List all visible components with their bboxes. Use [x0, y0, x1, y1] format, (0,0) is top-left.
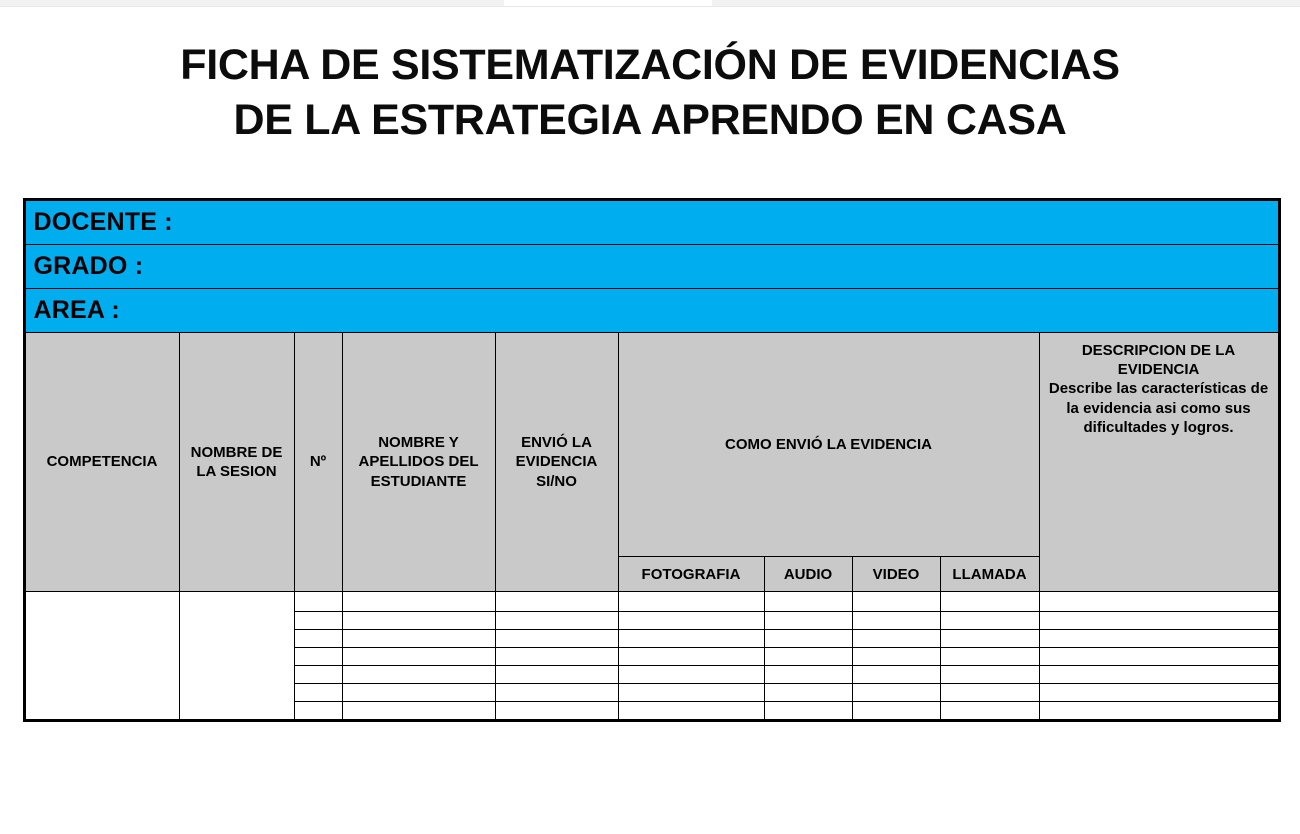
ficha-table: [23, 198, 1281, 722]
cell-envio-evidencia[interactable]: [495, 684, 618, 702]
cell-audio[interactable]: [764, 630, 852, 648]
column-subheader-llamada: LLAMADA: [940, 557, 1039, 592]
cell-fotografia[interactable]: [618, 592, 764, 612]
cell-envio-evidencia[interactable]: [495, 702, 618, 721]
page-title-line-2: DE LA ESTRATEGIA APRENDO EN CASA: [233, 96, 1067, 145]
table-row: [24, 592, 1279, 612]
cell-nombre-estudiante[interactable]: [342, 684, 495, 702]
cell-envio-evidencia[interactable]: [495, 648, 618, 666]
grado-label: GRADO :: [33, 252, 144, 281]
cell-audio[interactable]: [764, 702, 852, 721]
cell-fotografia[interactable]: [618, 630, 764, 648]
cell-llamada[interactable]: [940, 592, 1039, 612]
cell-descripcion[interactable]: [1039, 630, 1279, 648]
cell-nombre-estudiante[interactable]: [342, 592, 495, 612]
cell-envio-evidencia[interactable]: [495, 666, 618, 684]
cell-fotografia[interactable]: [618, 684, 764, 702]
descripcion-body: Describe las características de la evidencia asi como sus dificultades y logros.: [1048, 380, 1269, 436]
cell-envio-evidencia[interactable]: [495, 630, 618, 648]
cell-video[interactable]: [852, 630, 940, 648]
descripcion-title: DESCRIPCION DE LA EVIDENCIA: [1081, 342, 1236, 379]
cell-audio[interactable]: [764, 612, 852, 630]
cell-video[interactable]: [852, 666, 940, 684]
column-header-nombre-estudiante: NOMBRE Y APELLIDOS DEL ESTUDIANTE: [342, 333, 495, 592]
cell-descripcion[interactable]: [1039, 612, 1279, 630]
column-subheader-video: VIDEO: [852, 557, 940, 592]
area-field-cell[interactable]: [24, 289, 1279, 333]
ficha-table-wrapper: [23, 148, 1278, 722]
cell-numero[interactable]: [294, 612, 342, 630]
cell-fotografia[interactable]: [618, 612, 764, 630]
column-header-competencia: COMPETENCIA: [24, 333, 179, 592]
cell-nombre-estudiante[interactable]: [342, 648, 495, 666]
cell-llamada[interactable]: [940, 702, 1039, 721]
cell-audio[interactable]: [764, 684, 852, 702]
column-header-como-envio: COMO ENVIÓ LA EVIDENCIA: [618, 333, 1039, 557]
grado-field-cell[interactable]: [24, 245, 1279, 289]
cell-llamada[interactable]: [940, 612, 1039, 630]
cell-numero[interactable]: [294, 630, 342, 648]
area-label: AREA :: [33, 296, 120, 325]
document-page: [0, 6, 1300, 722]
cell-llamada[interactable]: [940, 648, 1039, 666]
page-title-line-1: FICHA DE SISTEMATIZACIÓN DE EVIDENCIAS: [180, 41, 1120, 89]
cell-fotografia[interactable]: [618, 666, 764, 684]
field-row-grado: [24, 245, 1279, 289]
docente-field-cell[interactable]: [24, 200, 1279, 245]
cell-nombre-sesion[interactable]: [179, 592, 294, 721]
cell-llamada[interactable]: [940, 666, 1039, 684]
column-header-nombre-sesion: NOMBRE DE LA SESION: [179, 333, 294, 592]
column-subheader-fotografia: FOTOGRAFIA: [618, 557, 764, 592]
cell-video[interactable]: [852, 684, 940, 702]
cell-nombre-estudiante[interactable]: [342, 630, 495, 648]
column-header-envio-evidencia: ENVIÓ LA EVIDENCIA SI/NO: [495, 333, 618, 592]
cell-numero[interactable]: [294, 684, 342, 702]
column-subheader-audio: AUDIO: [764, 557, 852, 592]
cell-nombre-estudiante[interactable]: [342, 612, 495, 630]
cell-numero[interactable]: [294, 592, 342, 612]
cell-nombre-estudiante[interactable]: [342, 666, 495, 684]
cell-video[interactable]: [852, 648, 940, 666]
column-header-numero: Nº: [294, 333, 342, 592]
column-header-descripcion: [1039, 333, 1279, 592]
cell-fotografia[interactable]: [618, 702, 764, 721]
cell-numero[interactable]: [294, 648, 342, 666]
field-row-docente: [24, 200, 1279, 245]
cell-numero[interactable]: [294, 702, 342, 721]
cell-envio-evidencia[interactable]: [495, 612, 618, 630]
cell-descripcion[interactable]: [1039, 592, 1279, 612]
cell-descripcion[interactable]: [1039, 684, 1279, 702]
cell-video[interactable]: [852, 702, 940, 721]
cell-envio-evidencia[interactable]: [495, 592, 618, 612]
page-title: [0, 6, 1300, 148]
cell-descripcion[interactable]: [1039, 648, 1279, 666]
cell-descripcion[interactable]: [1039, 702, 1279, 721]
field-row-area: [24, 289, 1279, 333]
cell-descripcion[interactable]: [1039, 666, 1279, 684]
cell-video[interactable]: [852, 592, 940, 612]
cell-fotografia[interactable]: [618, 648, 764, 666]
cell-competencia[interactable]: [24, 592, 179, 721]
cell-video[interactable]: [852, 612, 940, 630]
cell-nombre-estudiante[interactable]: [342, 702, 495, 721]
docente-label: DOCENTE :: [33, 208, 173, 237]
cell-llamada[interactable]: [940, 630, 1039, 648]
cell-audio[interactable]: [764, 666, 852, 684]
table-column-header-row: [24, 333, 1279, 557]
cell-llamada[interactable]: [940, 684, 1039, 702]
cell-numero[interactable]: [294, 666, 342, 684]
cell-audio[interactable]: [764, 648, 852, 666]
cell-audio[interactable]: [764, 592, 852, 612]
